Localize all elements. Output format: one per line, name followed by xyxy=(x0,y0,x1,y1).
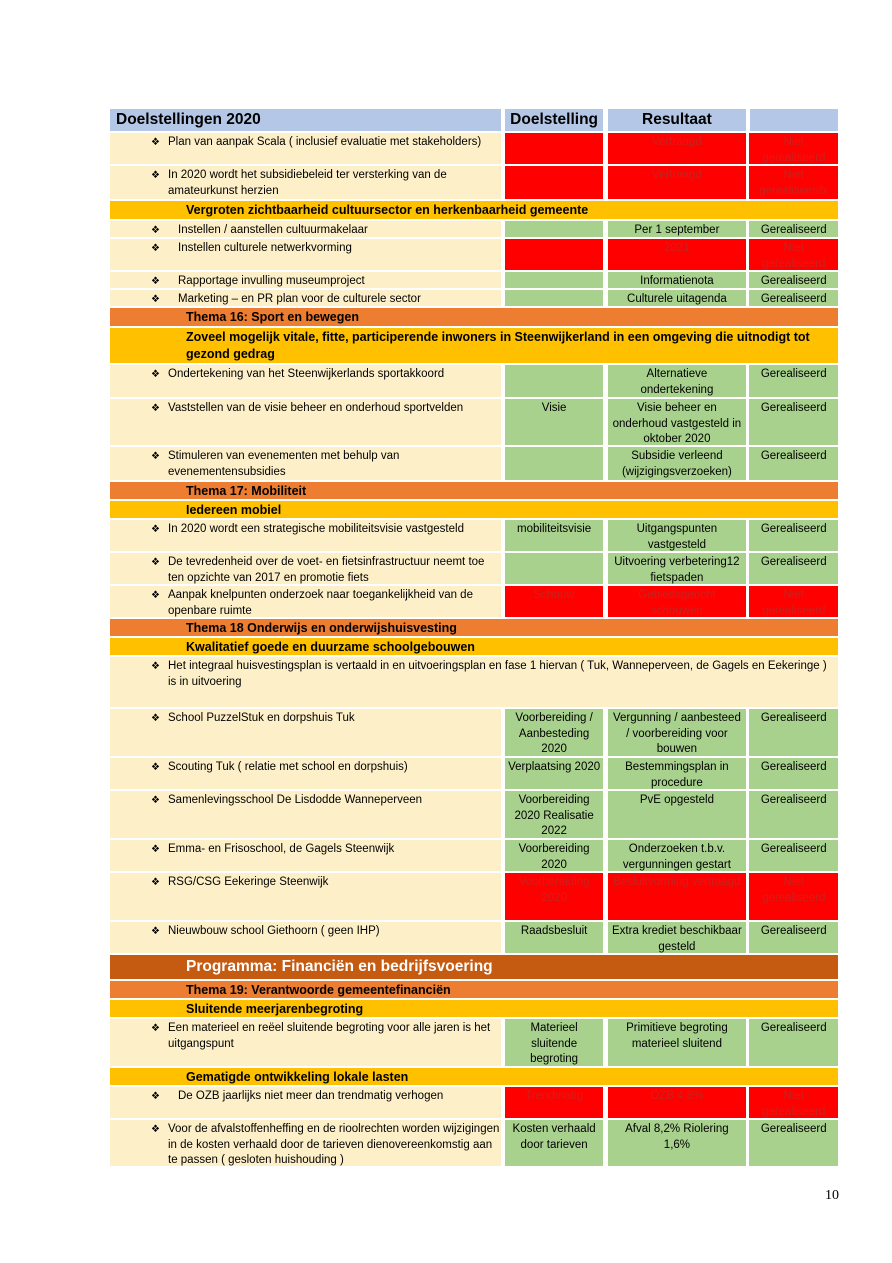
resultaat-text: Visie beheer en onderhoud vastgesteld in oktober 2020 xyxy=(612,402,742,445)
bullet-icon: ❖ xyxy=(151,926,160,937)
objective-cell xyxy=(110,791,501,838)
objective-text: Aanpak knelpunten onderzoek naar toegankelijkheid van de openbare ruimte xyxy=(168,589,473,617)
table-row xyxy=(110,840,838,871)
resultaat-cell xyxy=(608,447,745,480)
objective-cell xyxy=(110,239,501,270)
objective-text: Het integraal huisvestingsplan is vertaald in en uitvoeringsplan en fase 1 hiervan ( Tuk, Wanneperveen, de Gagels en Eekeringe ) is in uitvoering xyxy=(168,660,827,688)
band-title: Thema 16: Sport en bewegen xyxy=(178,308,838,326)
doelstelling-cell xyxy=(505,447,603,480)
resultaat-text: Vertraagd xyxy=(651,169,702,181)
objective-text: In 2020 wordt het subsidiebeleid ter versterking van de amateurkunst herzien xyxy=(168,169,447,197)
band-title: Kwalitatief goede en duurzame schoolgebouwen xyxy=(178,638,838,655)
table-row xyxy=(110,1120,838,1166)
bullet-icon: ❖ xyxy=(151,137,160,148)
doelstelling-text: Trendmatig xyxy=(525,1090,583,1102)
status-text: Gerealiseerd xyxy=(760,368,827,380)
objective-text: Een materieel en reëel sluitende begroting voor alle jaren is het uitgangspunt xyxy=(168,1022,491,1050)
bullet-icon: ❖ xyxy=(151,557,160,568)
resultaat-text: Afval 8,2% Riolering 1,6% xyxy=(625,1123,729,1151)
doelstelling-cell xyxy=(505,1019,603,1066)
status-badge xyxy=(749,873,838,920)
objective-cell xyxy=(110,586,501,617)
status-text: Gerealiseerd xyxy=(760,1022,827,1034)
resultaat-cell xyxy=(608,1120,745,1166)
bullet-icon: ❖ xyxy=(151,451,160,462)
band-lead xyxy=(110,1068,178,1085)
resultaat-cell xyxy=(608,290,745,306)
section-band xyxy=(110,501,838,518)
doelstelling-text: Visie xyxy=(541,402,567,414)
doelstelling-text: Voorbereiding 2020 xyxy=(518,843,590,871)
table-row xyxy=(110,1019,838,1066)
doelstelling-text: Voorbereiding 2020 xyxy=(518,876,590,904)
resultaat-cell xyxy=(608,840,745,871)
section-band xyxy=(110,482,838,499)
objective-cell xyxy=(110,657,838,707)
objective-cell xyxy=(110,553,501,584)
doelstelling-cell xyxy=(505,709,603,756)
status-badge xyxy=(749,758,838,789)
status-badge xyxy=(749,290,838,306)
resultaat-cell xyxy=(608,791,745,838)
doelstelling-text: Voorbereiding 2020 Realisatie 2022 xyxy=(514,794,594,837)
resultaat-cell xyxy=(608,922,745,953)
table-row xyxy=(110,553,838,584)
status-text: Gerealiseerd xyxy=(760,224,827,236)
doelstelling-cell xyxy=(505,221,603,237)
objective-text: Plan van aanpak Scala ( inclusief evaluatie met stakeholders) xyxy=(168,136,482,148)
table-row xyxy=(110,873,838,920)
status-badge xyxy=(749,399,838,445)
resultaat-cell xyxy=(608,873,745,920)
status-text: Gerealiseerd xyxy=(760,761,827,773)
status-text: Gerealiseerd xyxy=(760,794,827,806)
doelstelling-text: Raadsbesluit xyxy=(520,925,588,937)
status-badge xyxy=(749,709,838,756)
page-number: 10 xyxy=(825,1188,839,1203)
resultaat-cell xyxy=(608,1087,745,1118)
bullet-icon: ❖ xyxy=(151,294,160,305)
objective-text: Vaststellen van de visie beheer en onderhoud sportvelden xyxy=(168,402,464,414)
objective-cell xyxy=(110,758,501,789)
resultaat-cell xyxy=(608,166,745,199)
objectives-table xyxy=(110,109,838,1168)
band-title: Sluitende meerjarenbegroting xyxy=(178,1000,838,1017)
section-band xyxy=(110,638,838,655)
resultaat-text: Extra krediet beschikbaar gesteld xyxy=(612,925,742,953)
status-badge xyxy=(749,791,838,838)
resultaat-cell xyxy=(608,221,745,237)
objective-cell xyxy=(110,365,501,397)
doelstelling-text: Schouw xyxy=(533,589,575,601)
resultaat-text: Uitvoering verbetering12 fietspaden xyxy=(614,556,740,584)
resultaat-cell xyxy=(608,520,745,551)
doelstelling-cell xyxy=(505,239,603,270)
section-band xyxy=(110,201,838,219)
header-doelstellingen: Doelstellingen 2020 xyxy=(110,109,501,131)
band-title: Thema 18 Onderwijs en onderwijshuisvesting xyxy=(178,619,838,636)
objective-text: Marketing – en PR plan voor de culturele sector xyxy=(178,293,421,305)
resultaat-cell xyxy=(608,272,745,288)
section-band xyxy=(110,328,838,363)
section-band xyxy=(110,1000,838,1017)
resultaat-text: Informatienota xyxy=(640,275,714,287)
table-body xyxy=(110,133,838,1166)
table-row xyxy=(110,365,838,397)
bullet-icon: ❖ xyxy=(151,795,160,806)
resultaat-text: Gebiedsgericht schouwen xyxy=(638,589,716,617)
band-lead xyxy=(110,638,178,655)
doelstelling-cell xyxy=(505,553,603,584)
resultaat-text: Uitgangspunten vastgesteld xyxy=(636,523,718,551)
band-title: Thema 19: Verantwoorde gemeentefinanciën xyxy=(178,981,838,998)
objective-cell xyxy=(110,133,501,164)
doelstelling-text: Verplaatsing 2020 xyxy=(508,761,601,773)
status-badge xyxy=(749,1087,838,1118)
objective-text: Nieuwbouw school Giethoorn ( geen IHP) xyxy=(168,925,380,937)
section-band xyxy=(110,955,838,979)
status-text: Gerealiseerd xyxy=(760,1123,827,1135)
band-lead xyxy=(110,619,178,636)
status-text: Gerealiseerd xyxy=(760,843,827,855)
objective-text: Samenlevingsschool De Lisdodde Wanneperveen xyxy=(168,794,423,806)
objective-text: Ondertekening van het Steenwijkerlands sportakkoord xyxy=(168,368,445,380)
objective-text: In 2020 wordt een strategische mobiliteitsvisie vastgesteld xyxy=(168,523,464,535)
resultaat-text: Alternatieve ondertekening xyxy=(640,368,714,396)
objective-text: Instellen culturele netwerkvorming xyxy=(178,242,352,254)
objective-text: Instellen / aanstellen cultuurmakelaar xyxy=(178,224,368,236)
header-resultaat: Resultaat xyxy=(608,109,745,131)
objective-cell xyxy=(110,290,501,306)
doelstelling-text: Materieel sluitende begroting xyxy=(530,1022,579,1065)
table-row xyxy=(110,657,838,707)
status-text: Niet gerealiseerdx xyxy=(759,169,829,197)
resultaat-cell xyxy=(608,709,745,756)
doelstelling-cell xyxy=(505,586,603,617)
resultaat-text: Per 1 september xyxy=(634,224,720,236)
doelstelling-cell xyxy=(505,272,603,288)
table-row xyxy=(110,1087,838,1118)
resultaat-text: Vertraagd xyxy=(651,136,702,148)
bullet-icon: ❖ xyxy=(151,276,160,287)
objective-cell xyxy=(110,1019,501,1066)
resultaat-cell xyxy=(608,399,745,445)
bullet-icon: ❖ xyxy=(151,1091,160,1102)
objective-cell xyxy=(110,922,501,953)
status-badge xyxy=(749,272,838,288)
status-text: Gerealiseerd xyxy=(760,293,827,305)
header-status xyxy=(750,109,839,131)
doelstelling-cell xyxy=(505,166,603,199)
table-row xyxy=(110,239,838,270)
bullet-icon: ❖ xyxy=(151,844,160,855)
resultaat-text: Vergunning / aanbesteed / voorbereiding voor bouwen xyxy=(612,712,741,755)
band-title: Gematigde ontwikkeling lokale lasten xyxy=(178,1068,838,1085)
band-lead xyxy=(110,201,178,219)
band-lead xyxy=(110,328,178,363)
table-row xyxy=(110,221,838,237)
resultaat-text: Subsidie verleend (wijzigingsverzoeken) xyxy=(621,450,732,478)
status-text: Gerealiseerd xyxy=(760,275,827,287)
doelstelling-cell xyxy=(505,791,603,838)
doelstelling-cell xyxy=(505,290,603,306)
doelstelling-cell xyxy=(505,1087,603,1118)
status-text: Gerealiseerd xyxy=(760,556,827,568)
band-title: Vergroten zichtbaarheid cultuursector en herkenbaarheid gemeente xyxy=(178,201,838,219)
status-badge xyxy=(749,922,838,953)
bullet-icon: ❖ xyxy=(151,403,160,414)
bullet-icon: ❖ xyxy=(151,661,160,672)
resultaat-cell xyxy=(608,758,745,789)
doelstelling-text: Kosten verhaald door tarieven xyxy=(512,1123,596,1151)
bullet-icon: ❖ xyxy=(151,225,160,236)
resultaat-text: Primitieve begroting materieel sluitend xyxy=(626,1022,728,1050)
doelstelling-cell xyxy=(505,922,603,953)
resultaat-text: Bestemmingsplan in procedure xyxy=(625,761,729,789)
resultaat-cell xyxy=(608,133,745,164)
band-lead xyxy=(110,482,178,499)
bullet-icon: ❖ xyxy=(151,762,160,773)
doelstelling-cell xyxy=(505,758,603,789)
objective-cell xyxy=(110,447,501,480)
objective-cell xyxy=(110,709,501,756)
band-title: Iedereen mobiel xyxy=(178,501,838,518)
band-title: Thema 17: Mobiliteit xyxy=(178,482,838,499)
section-band xyxy=(110,619,838,636)
status-text: Niet gerealiseerd xyxy=(762,876,826,904)
status-text: Niet gerealiseerd xyxy=(762,589,826,617)
table-row xyxy=(110,791,838,838)
section-band xyxy=(110,981,838,998)
status-badge xyxy=(749,520,838,551)
objective-text: RSG/CSG Eekeringe Steenwijk xyxy=(168,876,329,888)
status-badge xyxy=(749,221,838,237)
table-row xyxy=(110,133,838,164)
table-row xyxy=(110,709,838,756)
doelstelling-cell xyxy=(505,1120,603,1166)
table-row xyxy=(110,447,838,480)
doelstelling-cell xyxy=(505,520,603,551)
status-badge xyxy=(749,447,838,480)
resultaat-text: Culturele uitagenda xyxy=(627,293,727,305)
status-text: Gerealiseerd xyxy=(760,523,827,535)
objective-text: De tevredenheid over de voet- en fietsinfrastructuur neemt toe ten opzichte van 2017 en promotie fiets xyxy=(168,556,485,584)
doelstelling-text: Voorbereiding / Aanbesteding 2020 xyxy=(515,712,593,755)
status-badge xyxy=(749,166,838,199)
table-header xyxy=(110,109,838,131)
resultaat-cell xyxy=(608,1019,745,1066)
doelstelling-cell xyxy=(505,399,603,445)
objective-cell xyxy=(110,272,501,288)
table-row xyxy=(110,272,838,288)
bullet-icon: ❖ xyxy=(151,369,160,380)
status-badge xyxy=(749,586,838,617)
objective-text: Voor de afvalstoffenheffing en de rioolrechten worden wijzigingen in de kosten verhaald door de tarieven dienovereenkomstig aan te passen ( gesloten huishouding ) xyxy=(168,1123,500,1166)
status-text: Gerealiseerd xyxy=(760,925,827,937)
objective-cell xyxy=(110,1087,501,1118)
objective-cell xyxy=(110,166,501,199)
objective-text: De OZB jaarlijks niet meer dan trendmatig verhogen xyxy=(178,1090,444,1102)
section-band xyxy=(110,308,838,326)
doelstelling-cell xyxy=(505,365,603,397)
table-row xyxy=(110,290,838,306)
table-row xyxy=(110,758,838,789)
objective-text: Stimuleren van evenementen met behulp van evenementensubsidies xyxy=(168,450,400,478)
status-text: Niet gerealiseerd xyxy=(762,1090,826,1118)
band-lead xyxy=(110,955,178,979)
resultaat-text: PvE opgesteld xyxy=(639,794,714,806)
bullet-icon: ❖ xyxy=(151,590,160,601)
bullet-icon: ❖ xyxy=(151,243,160,254)
band-lead xyxy=(110,981,178,998)
objective-text: School PuzzelStuk en dorpshuis Tuk xyxy=(168,712,355,724)
objective-cell xyxy=(110,873,501,920)
status-badge xyxy=(749,1120,838,1166)
resultaat-text: Onderzoeken t.b.v. vergunningen gestart xyxy=(622,843,731,871)
doelstelling-cell xyxy=(505,873,603,920)
resultaat-cell xyxy=(608,586,745,617)
status-text: Gerealiseerd xyxy=(760,450,827,462)
doelstelling-text: mobiliteitsvisie xyxy=(517,523,592,535)
status-badge xyxy=(749,840,838,871)
doelstelling-cell xyxy=(505,133,603,164)
bullet-icon: ❖ xyxy=(151,170,160,181)
table-row xyxy=(110,166,838,199)
band-title: Programma: Financiën en bedrijfsvoering xyxy=(178,955,838,979)
band-title: Zoveel mogelijk vitale, fitte, participerende inwoners in Steenwijkerland in een omgeving die uitnodigt tot gezond gedrag xyxy=(178,328,838,363)
bullet-icon: ❖ xyxy=(151,877,160,888)
status-text: Gerealiseerd xyxy=(760,402,827,414)
band-lead xyxy=(110,308,178,326)
resultaat-cell xyxy=(608,553,745,584)
bullet-icon: ❖ xyxy=(151,1124,160,1135)
band-lead xyxy=(110,1000,178,1017)
table-row xyxy=(110,520,838,551)
status-text: Gerealiseerd xyxy=(760,712,827,724)
bullet-icon: ❖ xyxy=(151,713,160,724)
header-doelstelling: Doelstelling xyxy=(505,109,603,131)
resultaat-text: Besluitvorming vertraagd xyxy=(613,876,741,888)
objective-cell xyxy=(110,520,501,551)
resultaat-cell xyxy=(608,365,745,397)
section-band xyxy=(110,1068,838,1085)
status-badge xyxy=(749,1019,838,1066)
table-row xyxy=(110,399,838,445)
bullet-icon: ❖ xyxy=(151,524,160,535)
objective-text: Emma- en Frisoschool, de Gagels Steenwijk xyxy=(168,843,395,855)
objective-cell xyxy=(110,840,501,871)
objective-text: Scouting Tuk ( relatie met school en dorpshuis) xyxy=(168,761,408,773)
resultaat-cell xyxy=(608,239,745,270)
objective-cell xyxy=(110,221,501,237)
objective-text: Rapportage invulling museumproject xyxy=(178,275,365,287)
table-row xyxy=(110,586,838,617)
status-badge xyxy=(749,133,838,164)
band-lead xyxy=(110,501,178,518)
status-text: Niet gerealiseerd xyxy=(762,242,826,270)
resultaat-text: OZB 4,8% xyxy=(650,1090,704,1102)
objective-cell xyxy=(110,399,501,445)
resultaat-text: 2021 xyxy=(664,242,690,254)
status-badge xyxy=(749,365,838,397)
objective-cell xyxy=(110,1120,501,1166)
doelstelling-cell xyxy=(505,840,603,871)
status-text: Niet gerealiseerd xyxy=(762,136,826,164)
status-badge xyxy=(749,239,838,270)
bullet-icon: ❖ xyxy=(151,1023,160,1034)
table-row xyxy=(110,922,838,953)
status-badge xyxy=(749,553,838,584)
